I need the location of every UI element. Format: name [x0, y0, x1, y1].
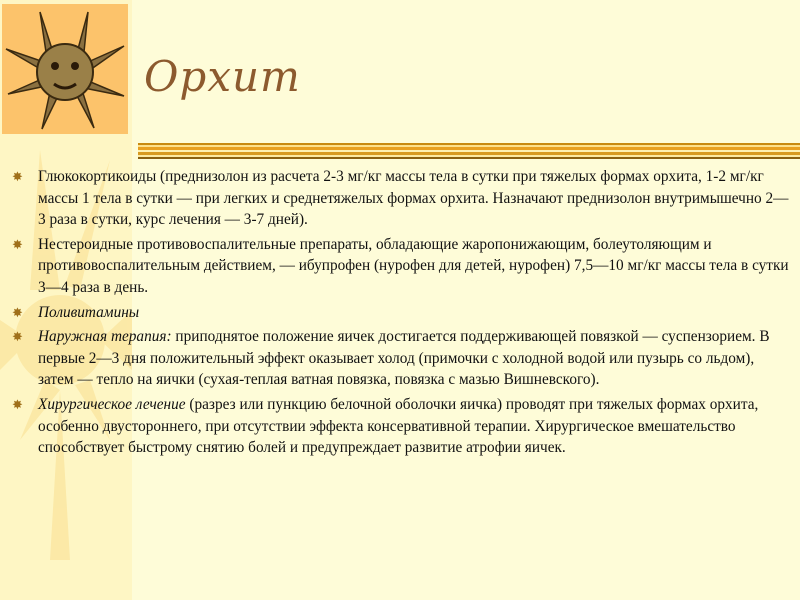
bullet-item-glucocorticoids: ✸ Глюкокортикоиды (преднизолон из расчета 2-3 мг/кг массы тела в сутки при тяжелых формах орхита, 1-2 мг/кг массы 1 тела в сутки — при легких и среднетяжелых формах орхита. Назначают преднизолон внутримышечно 2—3 раза в сутки, курс лечения — 3-7 дней).: [12, 168, 789, 229]
sun-face-icon: [2, 4, 128, 134]
bullet-item-nsaids: ✸ Нестероидные противовоспалительные препараты, обладающие жаропонижающим, болеутоляющим и противовоспалительным действием, — ибупрофен (нурофен для детей, нурофен) 7,5—10 мг/кг массы тела в сутки 3—4 раза в день.: [12, 235, 789, 296]
star-bullet-icon: ✸: [12, 169, 23, 184]
star-bullet-icon: ✸: [12, 304, 23, 320]
bullet-item-surgery: ✸ Хирургическое лечение (разрез или пункцию белочной оболочки яичка) проводят при тяжелых формах орхита, особенно двустороннего, при отсутствии эффекта консервативной терапии. Хирургическое вмешательство способствует быстрому снятию болей и предупреждает развитие атрофии яичек.: [12, 395, 759, 457]
title-divider: [138, 143, 800, 159]
slide-title: Орхит: [144, 52, 301, 101]
bullet-list: [12, 166, 792, 462]
sun-face-logo: [2, 4, 128, 134]
bullet-item-vitamins: ✸ Поливитамины: [12, 302, 792, 324]
star-bullet-icon: ✸: [12, 396, 23, 412]
star-bullet-icon: ✸: [12, 236, 23, 252]
bullet-item-external-therapy: ✸ Наружная терапия: приподнятое положение яичек достигается поддерживающей повязкой — суспензорием. В первые 2—3 дня положительный эффект оказывает холод (примочки с холодной водой или пузырь со льдом), затем — тепло на яички (сухая-теплая ватная повязка, повязка с мазью Вишневского).: [12, 328, 770, 389]
star-bullet-icon: ✸: [12, 329, 23, 345]
